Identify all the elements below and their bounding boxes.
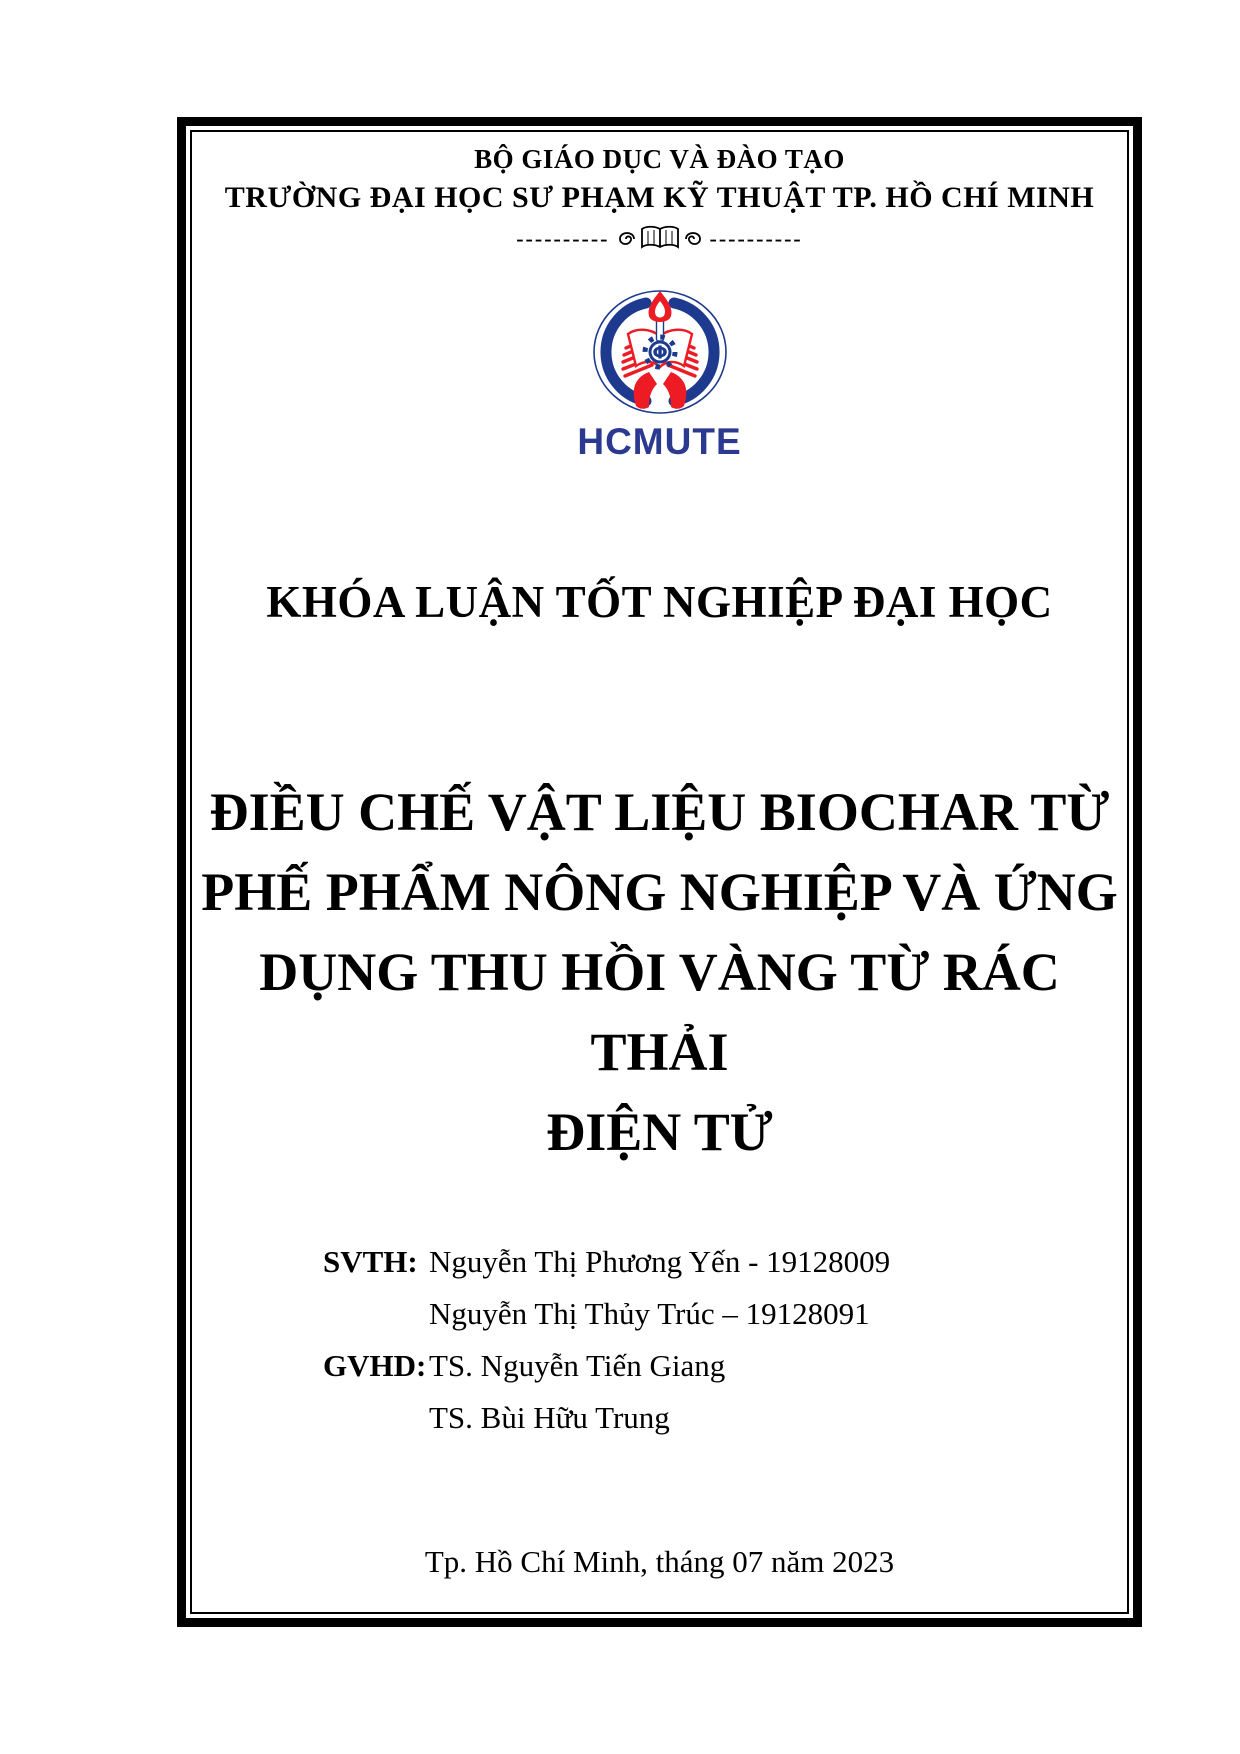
student-name-id: Nguyễn Thị Thủy Trúc – 19128091 [429, 1296, 870, 1331]
gvhd-label: GVHD: [323, 1348, 427, 1383]
thesis-title-line: PHẾ PHẨM NÔNG NGHIỆP VÀ ỨNG [201, 862, 1118, 922]
advisor-row [323, 1392, 890, 1444]
student-row [323, 1236, 890, 1288]
thesis-title-line: ĐIỀU CHẾ VẬT LIỆU BIOCHAR TỪ [209, 782, 1110, 842]
svg-text:Φ: Φ [651, 342, 668, 364]
divider-dashes-left: ---------- [516, 226, 610, 251]
advisor-name: TS. Bùi Hữu Trung [429, 1400, 670, 1435]
credits-block [323, 1236, 890, 1444]
divider-dashes-right: ---------- [709, 226, 803, 251]
hcmute-emblem-icon [590, 288, 730, 427]
thesis-title-line: ĐIỆN TỬ [546, 1102, 773, 1162]
thesis-title [192, 772, 1127, 1172]
document-type-heading: KHÓA LUẬN TỐT NGHIỆP ĐẠI HỌC [266, 577, 1053, 627]
hcmute-logo [192, 288, 1127, 427]
ministry-name: BỘ GIÁO DỤC VÀ ĐÀO TẠO [474, 144, 845, 174]
page-border-frame-inner [190, 130, 1129, 1614]
svth-label: SVTH: [323, 1244, 418, 1279]
decorative-divider [192, 224, 1127, 254]
open-book-ornament-icon [612, 224, 708, 254]
advisor-name: TS. Nguyễn Tiến Giang [429, 1348, 726, 1383]
student-name-id: Nguyễn Thị Phương Yến - 19128009 [429, 1244, 891, 1279]
university-name: TRƯỜNG ĐẠI HỌC SƯ PHẠM KỸ THUẬT TP. HỒ CHÍ MINH [224, 181, 1095, 214]
page-border-frame [177, 117, 1142, 1627]
student-row [323, 1288, 890, 1340]
hcmute-wordmark: HCMUTE [577, 421, 742, 462]
svth-label-spacer [323, 1288, 429, 1340]
advisor-row [323, 1340, 890, 1392]
place-date-line: Tp. Hồ Chí Minh, tháng 07 năm 2023 [424, 1544, 895, 1579]
thesis-title-line: DỤNG THU HỒI VÀNG TỪ RÁC THẢI [259, 942, 1060, 1082]
gvhd-label-spacer [323, 1392, 429, 1444]
